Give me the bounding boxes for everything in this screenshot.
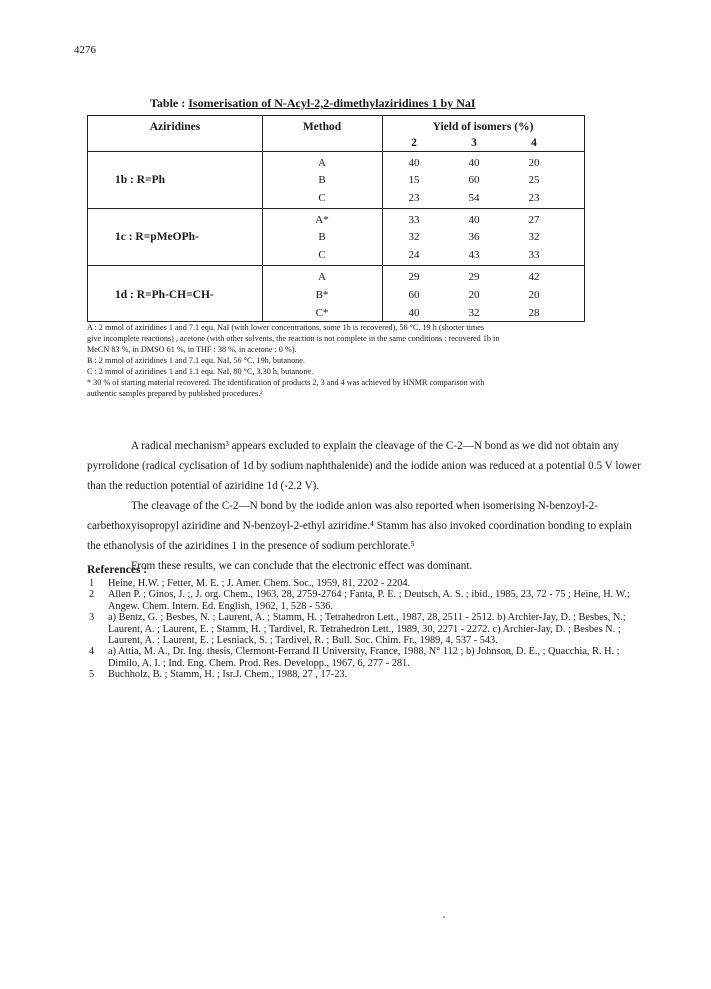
body-paragraph: The cleavage of the C-2—N bond by the iodide anion was also reported when isomerising N-benzoyl-2-carbethoxyisopropyl aziridine and N-benzoyl-2-ethyl aziridine.⁴ Stamm has also invoked coordination bonding to explain the ethanolysis of the aziridines 1 in the presence of sodium perchlorate.⁵: [87, 500, 632, 552]
yield-cell: 20: [528, 157, 540, 169]
body-paragraph: From these results, we can conclude that the electronic effect was dominant.: [131, 560, 473, 572]
yield-cell: 25: [528, 174, 540, 186]
method-cell: B*: [315, 289, 329, 301]
method-cell: A*: [315, 214, 329, 226]
references-list: [87, 578, 647, 681]
table-note: B : 2 mmol of aziridines 1 and 7.1 equ. NaI, 56 °C, 19h, butanone.: [87, 356, 305, 365]
yield-cell: 40: [408, 157, 420, 169]
reference-item: [87, 669, 647, 680]
isomer-yield-table: [87, 115, 585, 322]
reference-item: [87, 578, 647, 589]
table-note: give incomplete reactions) , acetone (with other solvents, the reaction is not complete in the same conditions : recovered 1b in: [87, 334, 500, 343]
reference-number: 3: [89, 612, 95, 624]
reference-number: 2: [89, 589, 95, 601]
group-label-1c: 1c : R=pMeOPh-: [115, 231, 199, 243]
yield-cell: 28: [528, 307, 540, 319]
group-label-1b: 1b : R=Ph: [115, 174, 166, 186]
yield-cell: 40: [468, 214, 480, 226]
reference-item: [87, 612, 647, 646]
yield-cell: 27: [528, 214, 540, 226]
table-note: MeCN 83 %, in DMSO 61 %, in THF : 38 %, in acetone : 0 %).: [87, 345, 297, 354]
reference-item: [87, 646, 647, 669]
reference-text: Heine, H.W. ; Fetter, M. E. ; J. Amer. Chem. Soc., 1959, 81, 2202 - 2204.: [108, 578, 411, 589]
header-isomer-2: 2: [411, 137, 417, 149]
yield-cell: 29: [408, 271, 420, 283]
reference-number: 1: [89, 578, 95, 589]
page-number: 4276: [74, 44, 96, 56]
reference-text: Allen P. ; Ginos, J. ;, J. org. Chem., 1963, 28, 2759-2764 ; Fanta, P. E. ; Deutsch, A. S. ; ibid., 1985, 23, 72 - 75 ; Heine, H. W.; Angew. Chem. Intern. Ed. English, 1962, 1, 528 - 536.: [108, 589, 630, 612]
yield-cell: 15: [408, 174, 420, 186]
table-note: * 30 % of starting material recovered. The identification of products 2, 3 and 4 was achieved by HNMR comparison with: [87, 378, 485, 387]
method-cell: B: [318, 231, 326, 243]
reference-number: 4: [89, 646, 95, 658]
yield-cell: 32: [528, 231, 540, 243]
yield-cell: 54: [468, 192, 480, 204]
yield-cell: 29: [468, 271, 480, 283]
table-note: authentic samples prepared by published procedures.²: [87, 389, 263, 398]
reference-text: Buchholz, B. ; Stamm, H. ; Isr.J. Chem., 1988, 27 , 17-23.: [108, 669, 348, 681]
table-caption: [150, 96, 476, 111]
method-cell: A: [318, 157, 326, 169]
reference-number: 5: [89, 669, 95, 681]
method-cell: C: [318, 249, 326, 261]
table-note: C : 2 mmol of aziridines 1 and 1.1 equ. NaI, 80 °C, 3.30 h, butanone.: [87, 367, 314, 376]
yield-cell: 23: [408, 192, 420, 204]
reference-text: a) Attia, M. A., Dr. Ing. thesis, Clermont-Ferrand II University, France, 1988, N° 112 ; b) Johnson, D. E., ; Quacchia, R. H. ; Dimilo, A. I. ; Ind. Eng. Chem. Prod. Res. Developp., 1967, 6, 277 - 281.: [108, 646, 620, 669]
table-note: A : 2 mmol of aziridines 1 and 7.1 equ. NaI (with lower concentrations, some 1b is recovered), 56 °C, 19 h (shorter times: [87, 323, 485, 332]
yield-cell: 32: [468, 307, 480, 319]
table-caption-prefix: Table :: [150, 96, 189, 110]
yield-cell: 33: [408, 214, 420, 226]
body-text: [87, 436, 647, 576]
group-label-1d: 1d : R=Ph-CH=CH-: [115, 289, 214, 301]
scan-speck: [443, 916, 445, 918]
yield-cell: 24: [408, 249, 420, 261]
method-cell: A: [318, 271, 326, 283]
references-heading: References :: [87, 564, 148, 576]
header-aziridines: Aziridines: [149, 121, 201, 133]
table-notes: [87, 322, 607, 399]
yield-cell: 20: [468, 289, 480, 301]
header-method: Method: [302, 121, 342, 133]
yield-cell: 40: [408, 307, 420, 319]
yield-cell: 40: [468, 157, 480, 169]
yield-cell: 60: [468, 174, 480, 186]
reference-item: [87, 589, 647, 612]
yield-cell: 23: [528, 192, 540, 204]
header-isomer-4: 4: [531, 137, 537, 149]
method-cell: C: [318, 192, 326, 204]
yield-cell: 60: [408, 289, 420, 301]
method-cell: B: [318, 174, 326, 186]
yield-cell: 33: [528, 249, 540, 261]
yield-cell: 43: [468, 249, 480, 261]
yield-cell: 20: [528, 289, 540, 301]
yield-cell: 42: [528, 271, 540, 283]
body-paragraph: A radical mechanism³ appears excluded to explain the cleavage of the C-2—N bond as we did not obtain any pyrrolidone (radical cyclisation of 1d by sodium naphthalenide) and the iodide anion was reduced at a potential 0.5 V lower than the reduction potential of aziridine 1d (-2.2 V).: [87, 440, 641, 492]
header-isomer-3: 3: [471, 137, 477, 149]
yield-cell: 36: [468, 231, 480, 243]
reference-text: a) Bentz, G. ; Besbes, N. ; Laurent, A. ; Stamm, H. ; Tetrahedron Lett., 1987, 28, 2511 - 2512. b) Archier-Jay, D. ; Besbes, N.; Laurent, A. ; Laurent, E. ; Stamm, H. ; Tardivel, R. Tetrahedron Lett., 1989, 30, 2271 - 2272. c) Archier-Jay, D. ; Besbes N. ; Laurent, A. ; Laurent, E. ; Lesniack, S. ; Tardivel, R. ; Bull. Soc. Chim. Fr., 1989, 4, 537 - 543.: [108, 612, 626, 647]
method-cell: C*: [315, 307, 329, 319]
yield-cell: 32: [408, 231, 420, 243]
header-yield: Yield of isomers (%): [432, 121, 534, 133]
table-caption-text: Isomerisation of N-Acyl-2,2-dimethylaziridines 1 by NaI: [188, 96, 476, 110]
